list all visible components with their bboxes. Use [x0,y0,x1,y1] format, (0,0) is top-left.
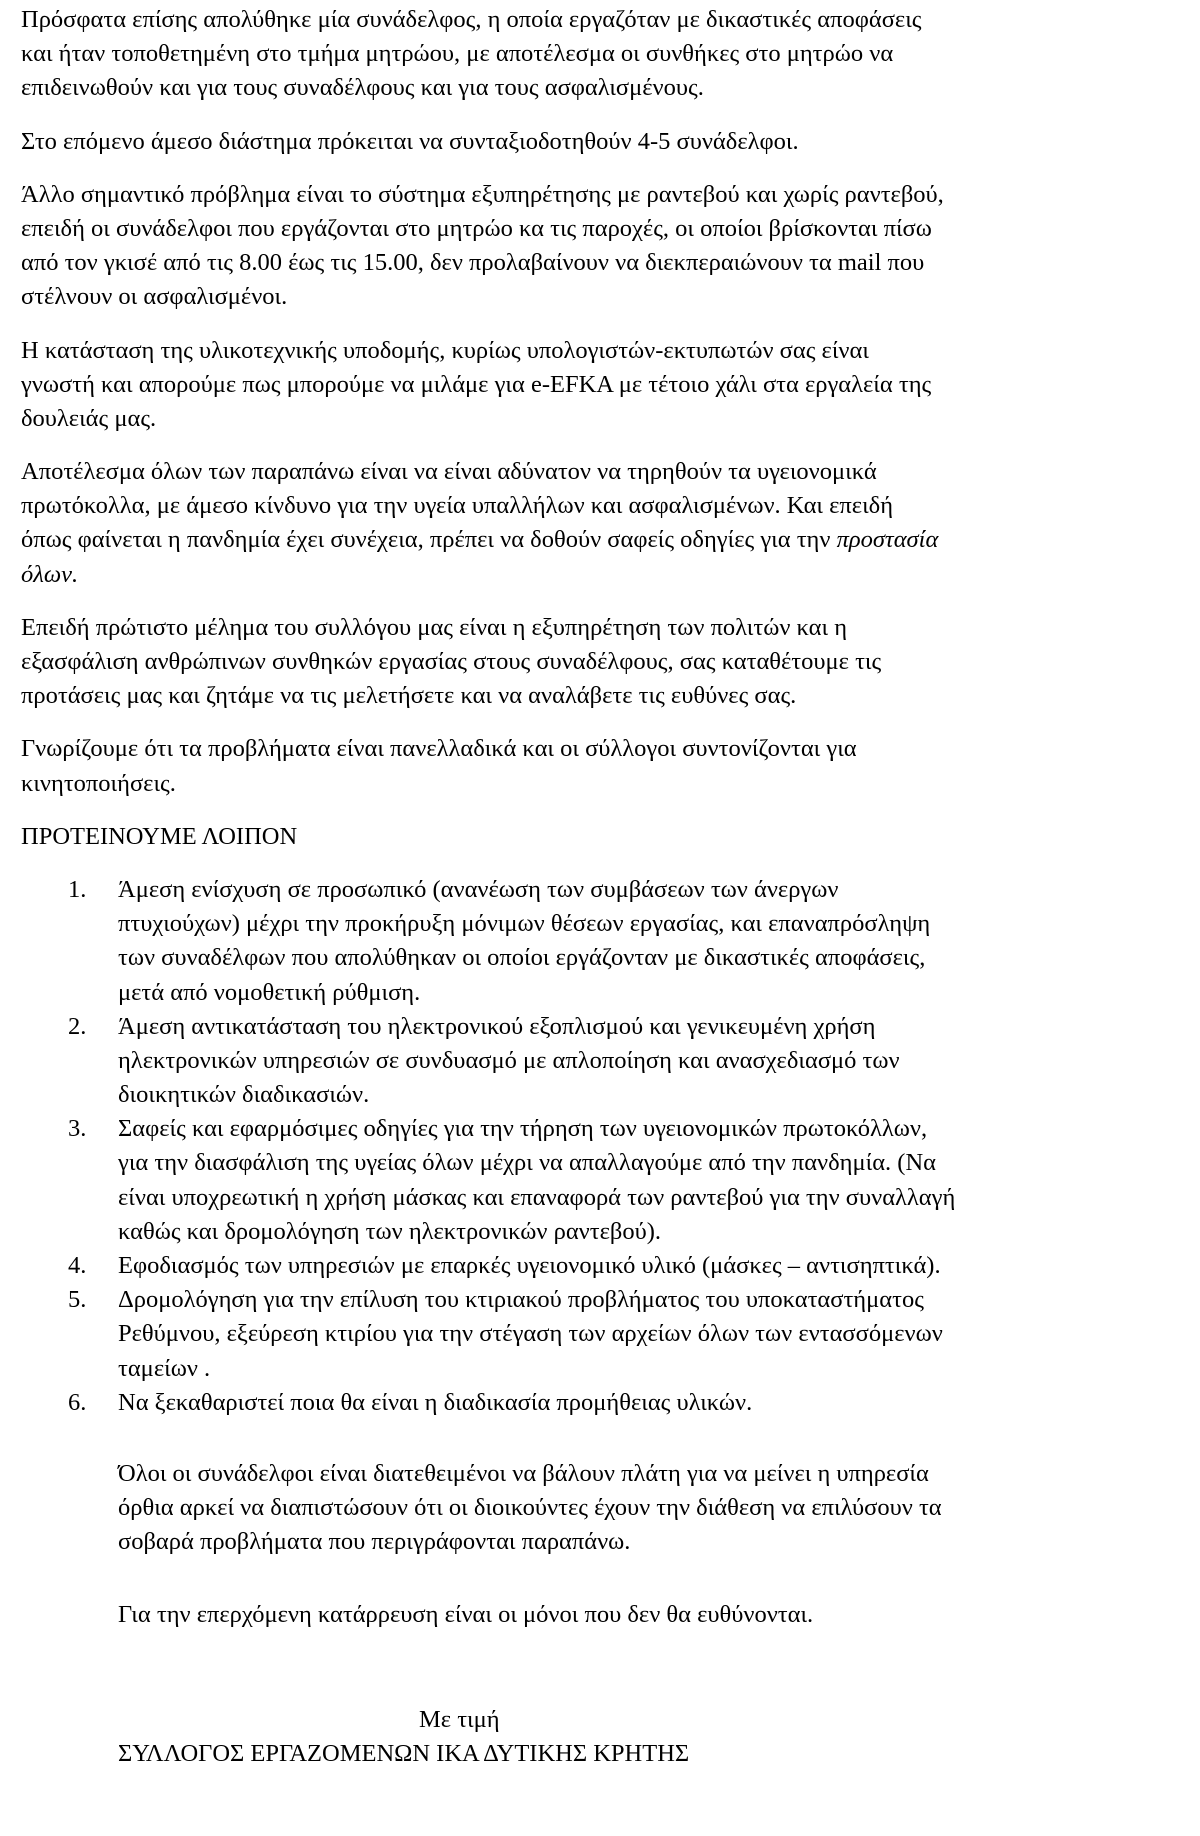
text-line: ταμείων . [118,1354,211,1382]
list-number: 4. [68,1252,87,1279]
list-item [21,1010,1151,1113]
signature-line [21,1737,1151,1771]
text-line: επιδεινωθούν και για τους συναδέλφους και για τους ασφαλισμένους. [21,74,704,102]
text-line: από τον γκισέ από τις 8.00 έως τις 15.00, δεν προλαβαίνουν να διεκπεραιώνουν τα mail που [21,249,925,277]
text-line: επειδή οι συνάδελφοι που εργάζονται στο μητρώο κα τις παροχές, οι οποίοι βρίσκονται πίσω [21,214,932,242]
closing-statement [21,1598,1151,1632]
text-line [21,558,1151,592]
text-line: Άλλο σημαντικό πρόβλημα είναι το σύστημα εξυπηρέτησης με ραντεβού και χωρίς ραντεβού, [21,180,944,208]
italic-text: όλων. [21,560,79,588]
paragraph-retirements [21,125,1151,159]
text-line: Δρομολόγηση για την επίλυση του κτιριακού προβλήματος του υποκαταστήματος [118,1286,924,1314]
text-line: Γνωρίζουμε ότι τα προβλήματα είναι πανελλαδικά και οι σύλλογοι συντονίζονται για [21,735,857,763]
text-line: Άμεση ενίσχυση σε προσωπικό (ανανέωση των συμβάσεων των άνεργων [118,875,839,903]
text-line: Πρόσφατα επίσης απολύθηκε μία συνάδελφος, η οποία εργαζόταν με δικαστικές αποφάσεις [21,6,922,33]
text-line: ηλεκτρονικών υπηρεσιών σε συνδυασμό με απλοποίηση και ανασχεδιασμό των [118,1046,900,1074]
text-line: και ήταν τοποθετημένη στο τμήμα μητρώου, με αποτέλεσμα οι συνθήκες στο μητρώο να [21,40,894,68]
signature-text: ΣΥΛΛΟΓΟΣ ΕΡΓΑΖΟΜΕΝΩΝ ΙΚΑ ΔΥΤΙΚΗΣ ΚΡΗΤΗΣ [118,1739,690,1767]
list-number: 6. [68,1388,87,1416]
list-number: 1. [68,875,87,903]
text-line: Όλοι οι συνάδελφοι είναι διατεθειμένοι να βάλουν πλάτη για να μείνει η υπηρεσία [118,1459,929,1487]
text-line: Αποτέλεσμα όλων των παραπάνω είναι να είναι αδύνατον να τηρηθούν τα υγειονομικά [21,458,877,486]
text-line: είναι υποχρεωτική η χρήση μάσκας και επαναφορά των ραντεβού για την συναλλαγή [118,1183,956,1211]
text-line: όρθια αρκεί να διαπιστώσουν ότι οι διοικούντες έχουν την διάθεση να επιλύσουν τα [118,1494,942,1522]
paragraph-priority [21,611,1151,714]
paragraph-mobilization [21,732,1151,800]
text-line: δουλειάς μας. [21,404,157,432]
text-line: γνωστή και απορούμε πως μπορούμε να μιλάμε για e-EFKA με τέτοιο χάλι στα εργαλεία της [21,370,932,398]
text-line: Για την επερχόμενη κατάρρευση είναι οι μόνοι που δεν θα ευθύνονται. [118,1600,814,1628]
text-line: των συναδέλφων που απολύθηκαν οι οποίοι εργάζονταν με δικαστικές αποφάσεις, [118,944,926,972]
text-line: εξασφάλιση ανθρώπινων συνθηκών εργασίας στους συναδέλφους, σας καταθέτουμε τις [21,648,882,675]
text-line: πτυχιούχων) μέχρι την προκήρυξη μόνιμων θέσεων εργασίας, και επαναπρόσληψη [118,910,931,938]
text-line: Στο επόμενο άμεσο διάστημα πρόκειται να συνταξιοδοτηθούν 4-5 συνάδελφοι. [21,127,799,155]
paragraph-health-protocols [21,455,1151,592]
text-line: Η κατάσταση της υλικοτεχνικής υποδομής, κυρίως υπολογιστών-εκτυπωτών σας είναι [21,336,869,364]
proposals-heading [21,820,1151,854]
list-item [21,1249,1151,1283]
text-line: προτάσεις μας και ζητάμε να τις μελετήσετε και να αναλάβετε τις ευθύνες σας. [21,682,797,710]
list-number: 3. [68,1115,87,1143]
text-line: κινητοποιήσεις. [21,769,176,797]
italic-text: προστασία [836,526,939,554]
text-line: Να ξεκαθαριστεί ποια θα είναι η διαδικασία προμήθειας υλικών. [118,1388,753,1416]
text-line [21,523,1151,557]
text-line: καθώς και δρομολόγηση των ηλεκτρονικών ραντεβού). [118,1217,662,1245]
text-line: Σαφείς και εφαρμόσιμες οδηγίες για την τήρηση των υγειονομικών πρωτοκόλλων, [118,1115,928,1143]
text-line: μετά από νομοθετική ρύθμιση. [118,978,421,1006]
list-item [21,1386,1151,1420]
text-line: διοικητικών διαδικασιών. [118,1081,370,1109]
regards-text: Με τιμή [419,1705,500,1733]
text-line: Επειδή πρώτιστο μέλημα του συλλόγου μας είναι η εξυπηρέτηση των πολιτών και η [21,613,848,641]
text-line: σοβαρά προβλήματα που περιγράφονται παραπάνω. [118,1528,631,1556]
paragraph-appointments [21,178,1151,315]
text-line: στέλνουν οι ασφαλισμένοι. [21,283,288,311]
list-number: 5. [68,1286,87,1314]
text-line: Εφοδιασμός των υπηρεσιών με επαρκές υγειονομικό υλικό (μάσκες – αντισηπτικά). [118,1252,941,1279]
heading-text: ΠΡΟΤΕΙΝΟΥΜΕ ΛΟΙΠΟΝ [21,822,298,850]
paragraph-infrastructure [21,334,1151,437]
text-segment: όπως φαίνεται η πανδημία έχει συνέχεια, πρέπει να δοθούν σαφείς οδηγίες για την [21,526,837,554]
proposals-list [21,873,1151,1420]
list-number: 2. [68,1012,87,1040]
paragraph-dismissal [21,3,1151,106]
document-page [21,0,1151,1771]
regards-line [21,1703,1151,1737]
list-item [21,1283,1151,1386]
list-item [21,873,1151,1010]
text-line: Άμεση αντικατάσταση του ηλεκτρονικού εξοπλισμού και γενικευμένη χρήση [118,1012,876,1040]
text-line: Ρεθύμνου, εξεύρεση κτιρίου για την στέγαση των αρχείων όλων των εντασσόμενων [118,1320,943,1348]
text-line: για την διασφάλιση της υγείας όλων μέχρι να απαλλαγούμε από την πανδημία. (Να [118,1149,936,1177]
list-item [21,1112,1151,1249]
closing-paragraph [21,1457,1151,1560]
text-line: πρωτόκολλα, με άμεσο κίνδυνο για την υγεία υπαλλήλων και ασφαλισμένων. Και επειδή [21,492,894,520]
